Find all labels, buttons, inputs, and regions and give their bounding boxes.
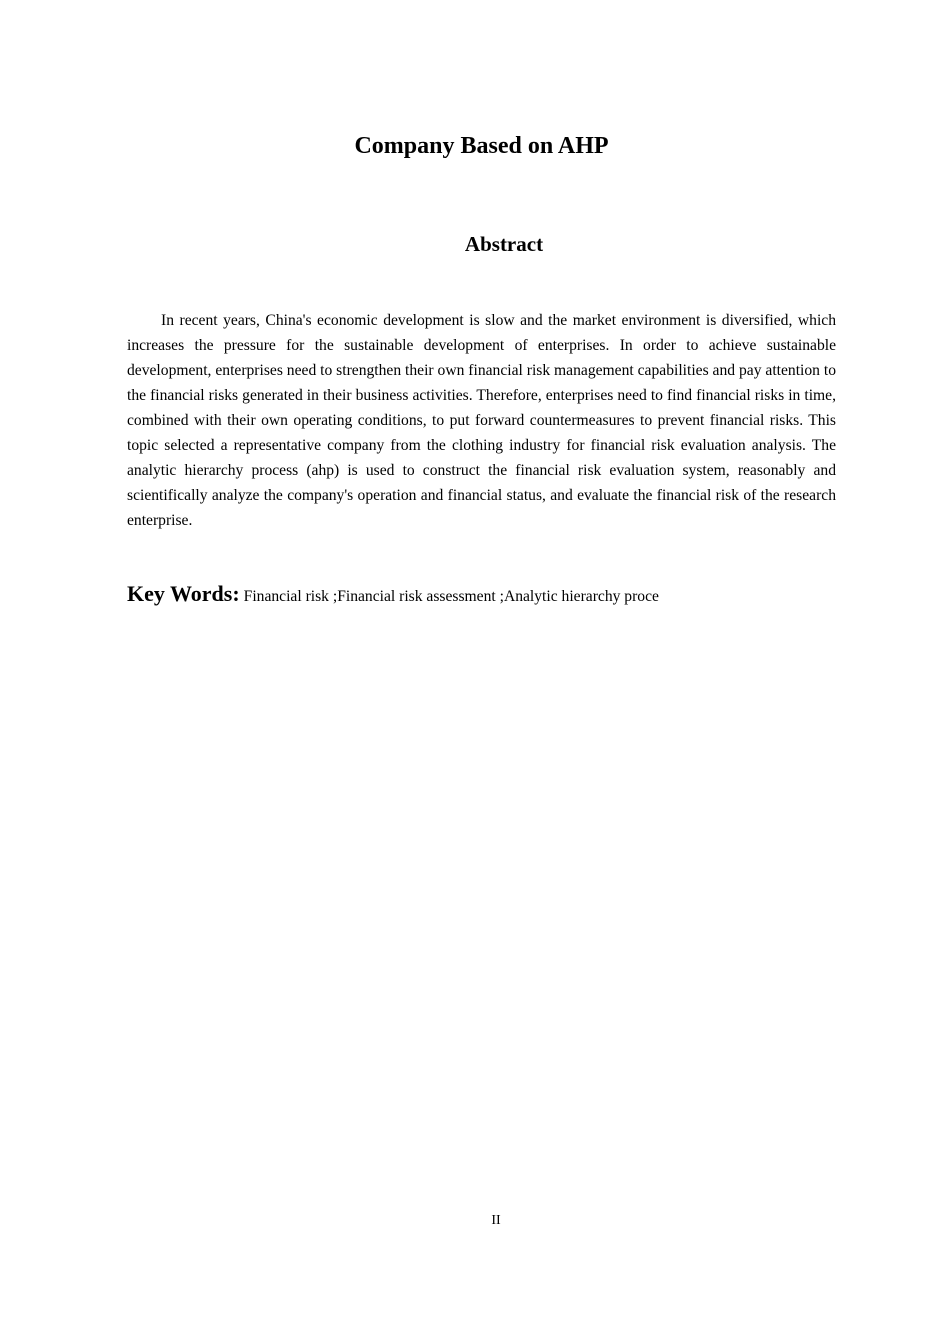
keywords-line (127, 578, 836, 613)
keywords-label: Key Words: (127, 581, 240, 606)
abstract-paragraph: In recent years, China's economic development is slow and the market environment is diversified, which increases the pressure for the sustainable development of enterprises. In order to achieve sustainable development, enterprises need to strengthen their own financial risk management capabilities and pay attention to the financial risks generated in their business activities. Therefore, enterprises need to find financial risks in time, combined with their own operating conditions, to put forward countermeasures to prevent financial risks. This topic selected a representative company from the clothing industry for financial risk evaluation analysis. The analytic hierarchy process (ahp) is used to construct the financial risk evaluation system, reasonably and scientifically analyze the company's operation and financial status, and evaluate the financial risk of the research enterprise. (127, 312, 836, 529)
abstract-heading: Abstract (464, 232, 544, 256)
page-number: II (491, 1213, 501, 1228)
document-title: Company Based on AHP (354, 133, 609, 159)
keywords-text: Financial risk ;Financial risk assessment ;Analytic hierarchy proce (243, 588, 659, 605)
